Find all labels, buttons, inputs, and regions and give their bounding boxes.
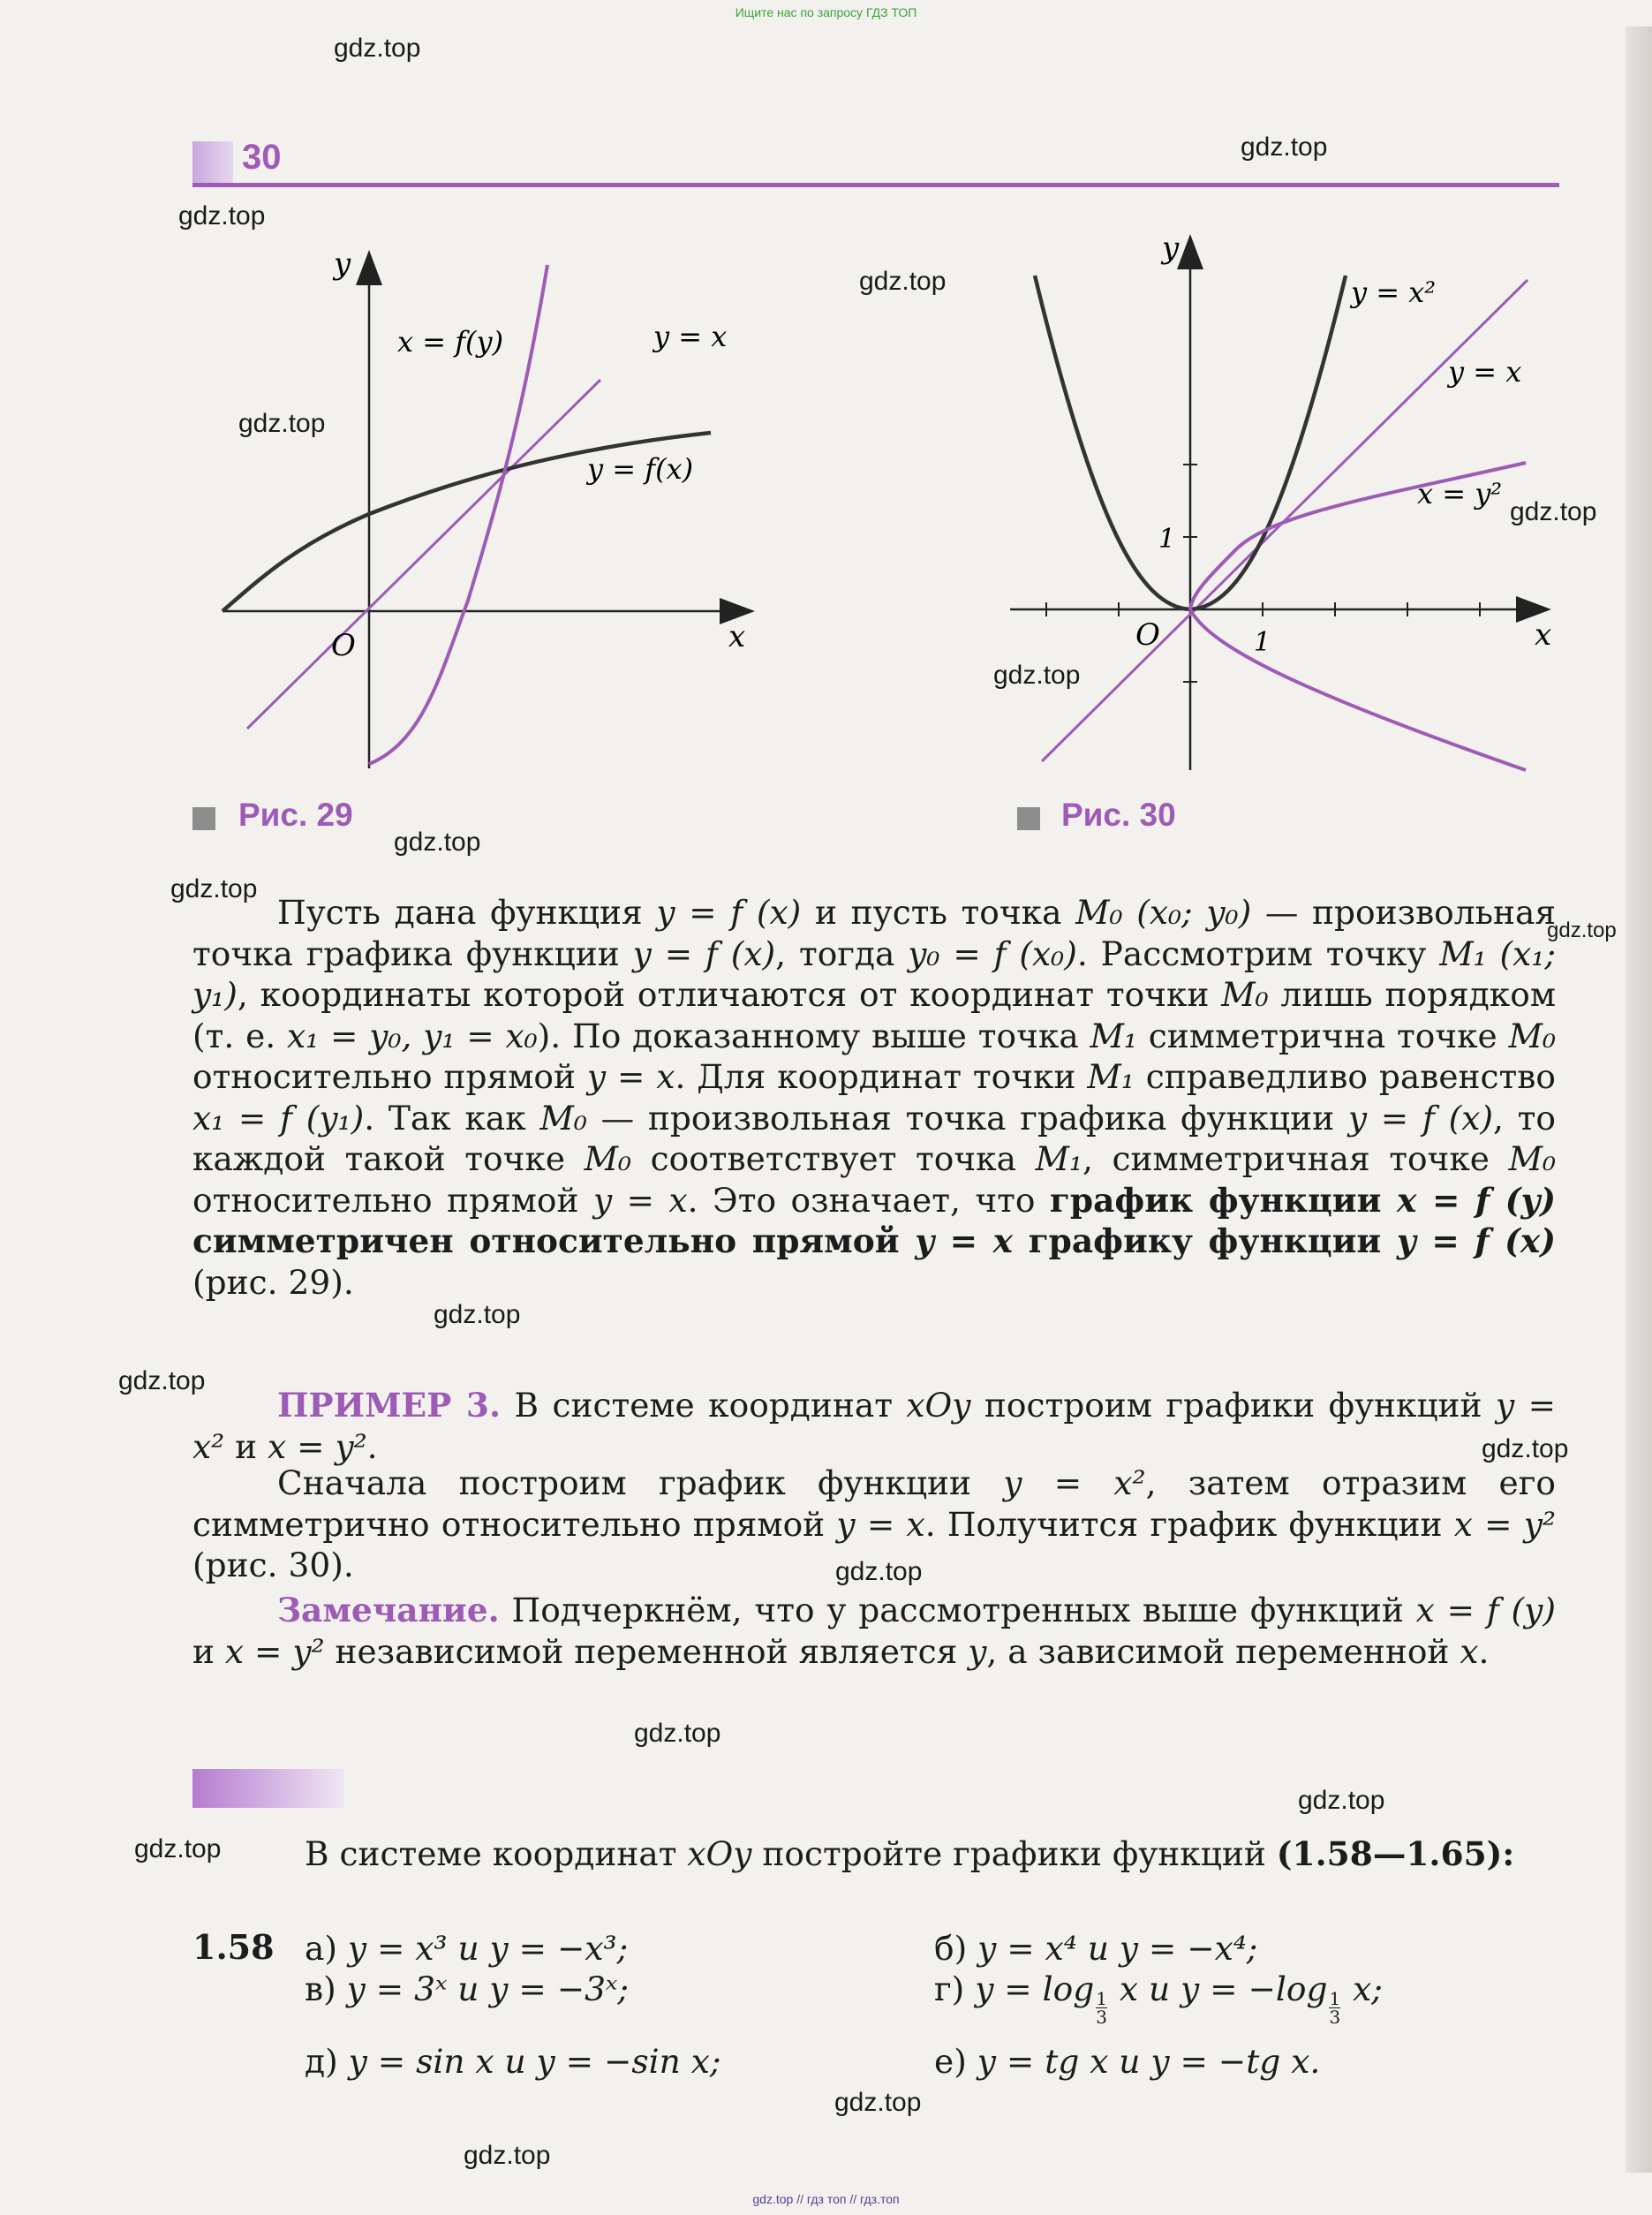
tick-label-1-y: 1 [1158,524,1176,555]
example-3: ПРИМЕР 3. В системе координат xOy построим графики функций y = x² и x = y². [192,1386,1556,1466]
watermark: gdz.top [1241,132,1328,162]
label-x-axis: x [728,619,746,654]
exercise-e: е) y = tg x и y = −tg x. [934,2042,1321,2081]
exercise-g: г) y = log $\frac{1}{3}$ x и y = −log $\frac{1}{3}$ x; [934,1969,1383,2028]
page-edge [1626,26,1652,2173]
paragraph-inverse-symmetry: Пусть дана функция y = f (x) и пусть точка M₀ (x₀; y₀) — произвольная точка графика функции y = f (x), тогда y₀ = f (x₀). Рассмотрим точку M₁ (x₁; y₁), координаты которой отличаются от координат точки M₀ лишь порядком (т. е. x₁ = y₀, y₁ = x₀). По доказанному выше точка M₁ симметрична точке M₀ относительно прямой y = x. Для координат точки M₁ справедливо равенство x₁ = f (y₁). Так как M₀ — произвольная точка графика функции y = f (x), то каждой такой точке M₀ соответствует точка M₁, симметричная точке M₀ относительно прямой y = x. Это означает, что график функции x = f (y) симметричен относительно прямой y = x графику функции y = f (x) (рис. 29). [192,893,1557,1302]
example-label: ПРИМЕР 3. [277,1386,502,1425]
exercise-b: б) y = x⁴ и y = −x⁴; [934,1929,1258,1968]
label-origin: O [331,628,356,663]
watermark: gdz.top [1547,919,1617,942]
exercises-intro: В системе координат xOy постройте графики функций (1.58—1.65): [305,1834,1515,1873]
watermark: gdz.top [238,409,326,438]
figure-30-caption: Рис. 30 [1061,797,1176,833]
exercise-d: д) y = sin x и y = −sin x; [305,2042,721,2081]
exercise-a: а) y = x³ и y = −x³; [305,1929,629,1968]
figure-29 [212,247,777,786]
bottom-banner: gdz.top // гдз топ // гдз.топ [752,2192,900,2206]
label-parabola: y = x² [1351,276,1437,309]
section-number: 30 [242,138,282,177]
paragraph-example-solution: Сначала построим график функции y = x², затем отразим его симметрично относительно прямой y = x. Получится график функции x = y² (рис. 30). [192,1463,1556,1584]
exercise-v: в) y = 3ˣ и y = −3ˣ; [305,1969,629,2008]
figure-29-caption: Рис. 29 [238,797,353,833]
caption-square [1017,807,1040,830]
watermark: gdz.top [634,1719,721,1748]
label-y-axis: y [1162,231,1180,266]
exercise-number: 1.58 [192,1927,275,1967]
label-origin: O [1135,617,1160,653]
watermark: gdz.top [1482,1434,1569,1463]
remark-label: Замечание. [277,1591,500,1629]
section-marker [192,141,233,184]
watermark: gdz.top [835,1557,923,1586]
figure-30 [1007,231,1572,797]
line-y-eq-x [247,380,600,729]
watermark: gdz.top [434,1300,521,1329]
watermark: gdz.top [993,661,1081,690]
watermark: gdz.top [118,1366,206,1395]
exercises-bar [192,1769,344,1808]
log-base-fraction: $\frac{1}{3}$ [1329,1988,1341,2028]
log-base-fraction: $\frac{1}{3}$ [1096,1988,1107,2028]
caption-square [192,807,215,830]
watermark: gdz.top [464,2141,551,2170]
label-inverse: x = f(y) [397,325,504,359]
label-diag: y = x [1448,355,1522,389]
watermark: gdz.top [134,1834,222,1863]
watermark: gdz.top [1298,1786,1385,1815]
label-y-axis: y [334,247,351,282]
watermark: gdz.top [394,828,481,857]
tick-label-1-x: 1 [1254,627,1271,658]
watermark: gdz.top [1510,497,1597,526]
label-func: y = f(x) [587,452,694,486]
watermark: gdz.top [170,874,258,903]
watermark: gdz.top [859,267,947,296]
label-x-axis: x [1535,617,1552,653]
label-diag: y = x [653,320,728,353]
top-banner: Ищите нас по запросу ГДЗ ТОП [735,5,917,19]
label-sqrt: x = y² [1417,477,1503,510]
section-rule [192,183,1559,187]
watermark: gdz.top [834,2088,922,2117]
watermark: gdz.top [334,34,421,63]
remark: Замечание. Подчеркнём, что у рассмотренных выше функций x = f (y) и x = y² независимой переменной является y, а зависимой переменной x. [192,1591,1556,1671]
watermark: gdz.top [178,201,266,231]
